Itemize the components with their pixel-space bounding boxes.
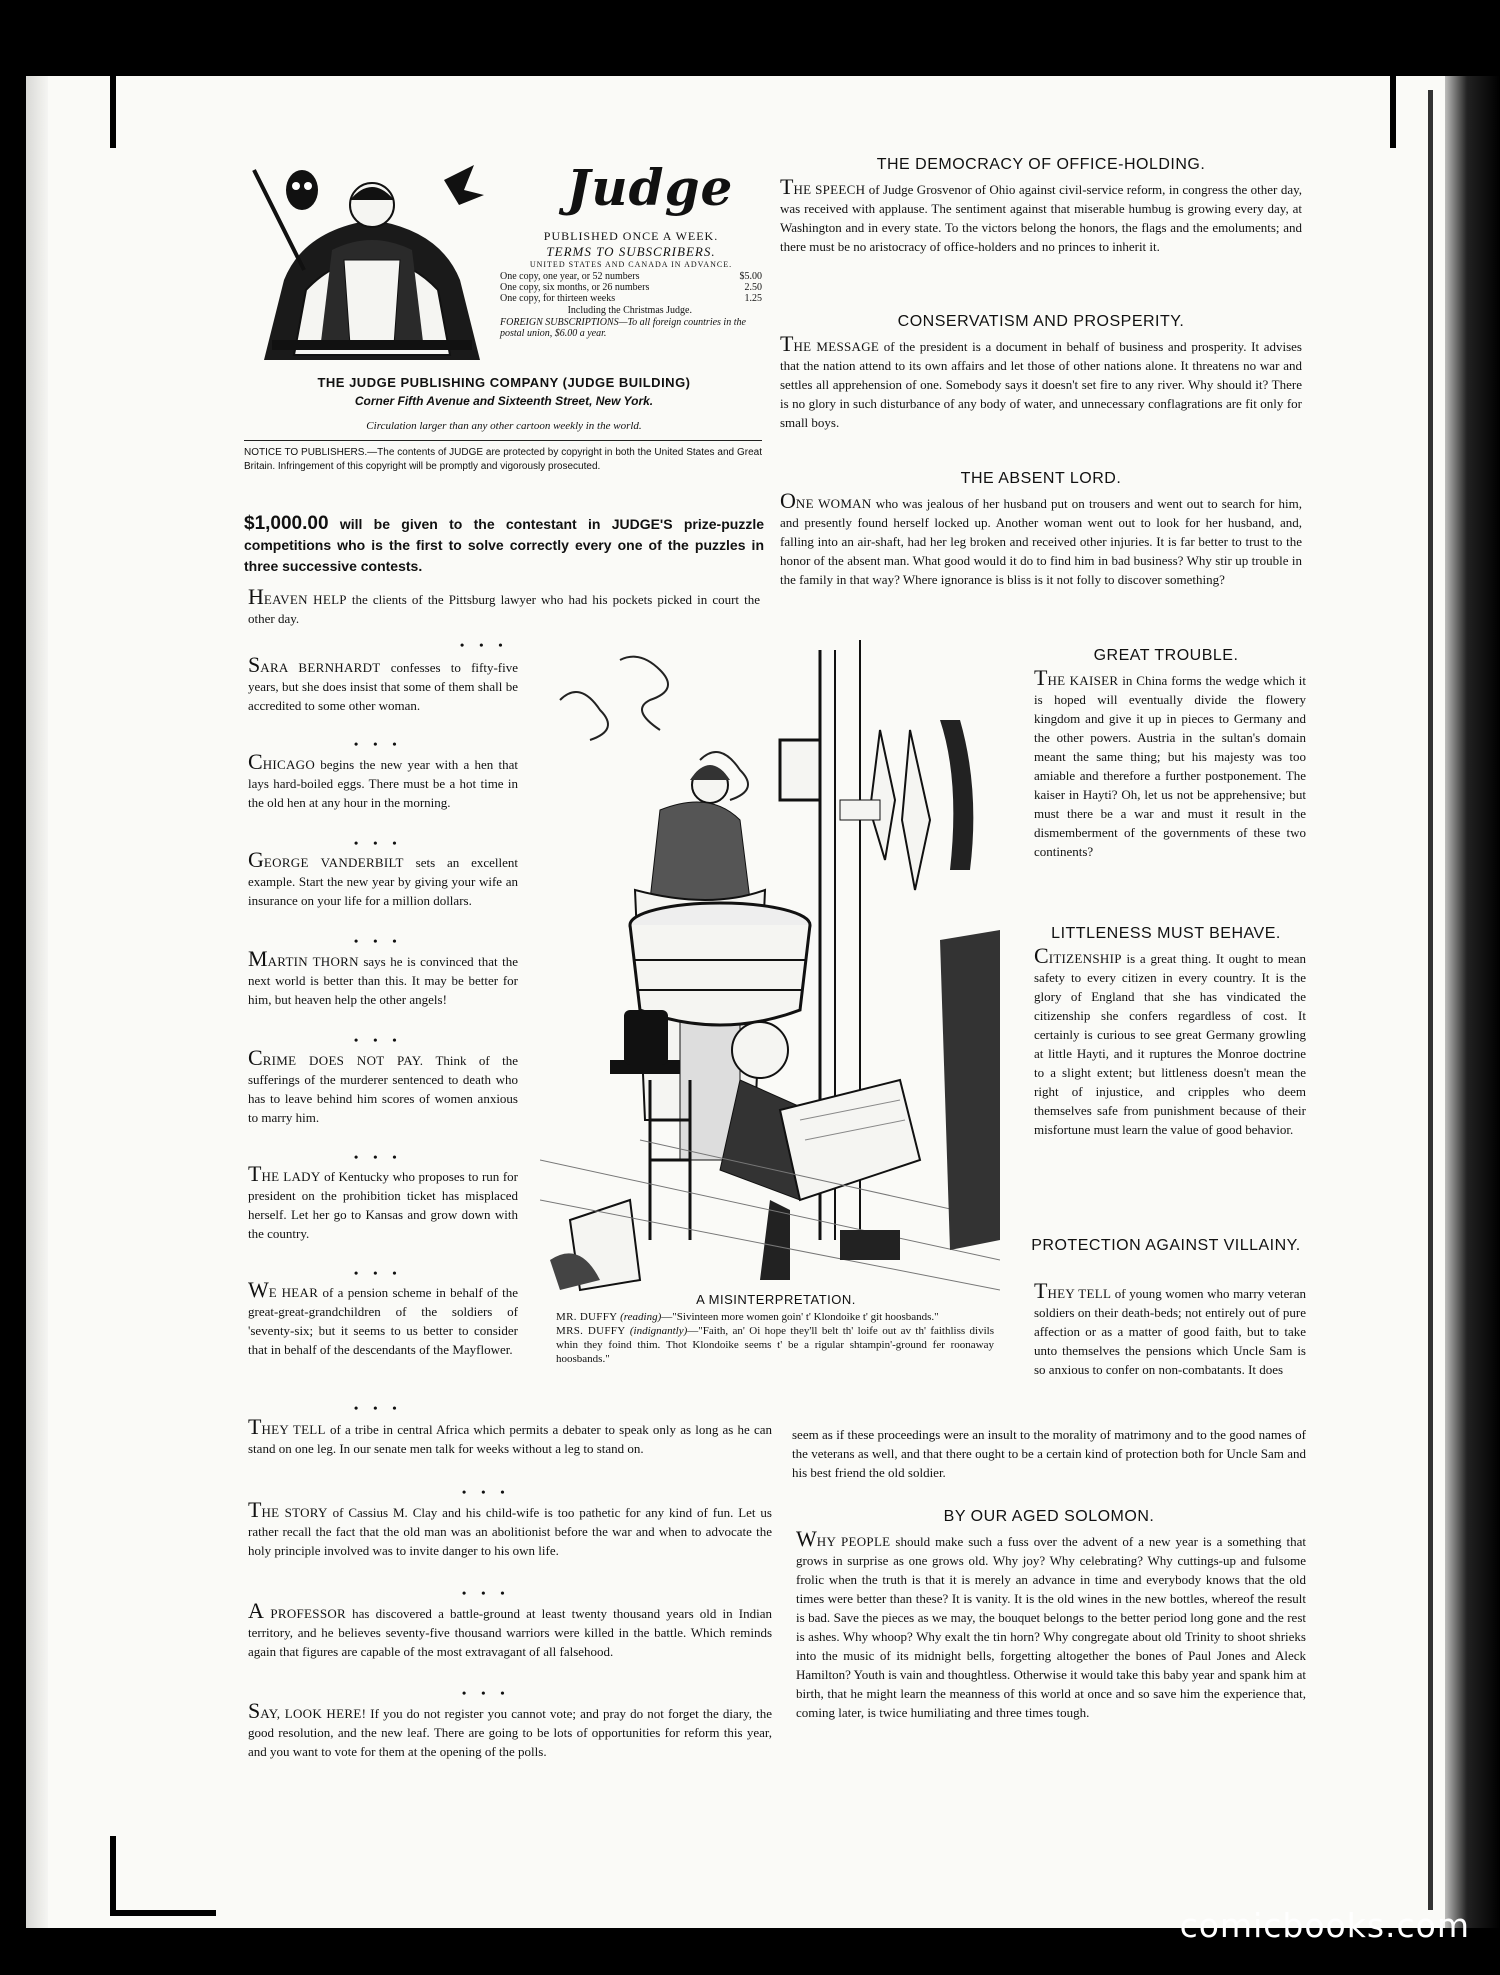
publisher-name: THE JUDGE PUBLISHING COMPANY (JUDGE BUILDING) [317, 375, 691, 390]
lead-in: HE KAISER [1047, 673, 1119, 688]
header-rule [244, 440, 762, 441]
crop-mark-top-right [1290, 68, 1390, 74]
lead-in: NE WOMAN [795, 496, 872, 511]
publisher-address: Corner Fifth Avenue and Sixteenth Street, New York. [354, 394, 654, 408]
lead-in: ARA BERNHARDT [260, 660, 381, 675]
paragraph-lady-of-kentucky [248, 1161, 518, 1243]
lead-in: E HEAR [268, 1285, 319, 1300]
crop-mark-top-left-vertical [110, 68, 116, 148]
crop-mark-bottom-left-vertical [110, 1836, 116, 1916]
drop-cap: S [248, 652, 261, 677]
speaker: MR. DUFFY [556, 1311, 618, 1323]
lead-in: HE LADY [261, 1169, 321, 1184]
lead-in: RIME DOES NOT PAY. [262, 1053, 424, 1068]
article-body: who was jealous of her husband put on trousers and went out to search for him, and presently found herself locked up. Another woman went out to look for her husband, and, falling into an air-shaft, had her leg broken and received other injuries. It is far better to trust to the honor of the absent man. What good would it do to find him in bad business? Why stir up trouble in the family in that way? Where ignorance is bliss is it not folly to discover something? [780, 496, 1302, 587]
crop-mark-top-left [116, 68, 216, 74]
drop-cap: C [248, 1045, 263, 1070]
drop-cap: T [780, 331, 794, 356]
publisher-block [244, 375, 764, 408]
paragraph-body: of a tribe in central Africa which permits a debater to speak only as long as he can stand on one leg. In our senate men talk for weeks without a leg to stand on. [248, 1422, 772, 1456]
price-row [500, 293, 762, 304]
article-body: of young women who marry veteran soldiers on their death-beds; not entirely out of pure affection or as a matter of good faith, but to take unto themselves the pensions which Uncle Sam is so anxious to confer on non-combatants. It does [1034, 1286, 1306, 1377]
article-body: of the president is a document in behalf of business and prosperity. It advises that the nation attend to its own affairs and let those of other nations alone. It threatens no war and settles all apprehension of one. Somebody says it doesn't set fire to any river. Why should it? There is no glory in such disturbance of any body of water, and unnecessary conflagrations are fit only for small boys. [780, 339, 1302, 430]
paragraph-body: If you do not register you cannot vote; and pray do not forget the diary, the good resolution, and the new leaf. There are going to be lots of opportunities for reform this year, and you want to vote for them at the opening of the polls. [248, 1706, 772, 1759]
drop-cap: T [1034, 665, 1048, 690]
cartoon-illustration [540, 640, 1000, 1300]
paragraph-body: has discovered a battle-ground at least twenty thousand years old in Indian territory, and he believes seventy-five thousand warriors were killed in the battle. Which reminds again that figures are capable of the most extravagant of all falsehood. [248, 1606, 772, 1659]
foreign-subscriptions: FOREIGN SUBSCRIPTIONS—To all foreign countries in the postal union, $6.00 a year. [500, 317, 746, 339]
dialogue: —"Sivinteen more women goin' t' Klondoike t' git hoosbands." [661, 1311, 939, 1323]
paragraph-pension-scheme [248, 1277, 518, 1359]
drop-cap: T [248, 1161, 262, 1186]
lead-in: AY, LOOK HERE! [260, 1706, 367, 1721]
watermark: comicbooks.com [1179, 1906, 1470, 1945]
lead-in: HE MESSAGE [793, 339, 880, 354]
masthead-title: Judge [566, 158, 734, 217]
terms-line: TERMS TO SUBSCRIBERS. [546, 244, 716, 259]
drop-cap: T [1034, 1278, 1048, 1303]
circulation-line: Circulation larger than any other cartoon weekly in the world. [366, 420, 642, 432]
drop-cap: T [780, 174, 794, 199]
prize-amount: $1,000.00 [244, 513, 329, 534]
paragraph-tribe-central-africa [248, 1414, 772, 1458]
paragraph-cassius-clay [248, 1497, 772, 1560]
separator-dots: • • • [460, 638, 509, 652]
headline-protection-against-villainy: PROTECTION AGAINST VILLAINY. [1031, 1237, 1301, 1254]
price-label: One copy, one year, or 52 numbers [500, 271, 640, 282]
paragraph-body: of Kentucky who proposes to run for president on the prohibition ticket has misplaced herself. Let her go to Kansas and grow down with the country. [248, 1169, 518, 1241]
separator-dots: • • • [462, 1686, 511, 1700]
crop-mark-bottom-left [116, 1910, 216, 1916]
separator-dots: • • • [462, 1485, 511, 1499]
price-value: 2.50 [744, 282, 762, 293]
separator-dots: • • • [354, 934, 403, 948]
separator-dots: • • • [354, 1033, 403, 1047]
lead-in: HE STORY [261, 1505, 328, 1520]
drop-cap: C [248, 749, 263, 774]
spine-shadow [1445, 76, 1500, 1928]
lead-in: EAVEN HELP [263, 592, 347, 607]
dialogue: —"Faith, an' Oi hope they'll belt th' loife out av th' faithliss divils whin they foind thim. Thot Klondoike seems t' be a rigular shtampin'-ground fer roonaway hoosbands." [556, 1325, 994, 1365]
paragraph-sara-bernhardt [248, 652, 518, 715]
article-protection-continued: seem as if these proceedings were an insult to the morality of matrimony and to the good names of the veterans as well, and that there ought to be a certain kind of protection both for Uncle Sam and his best friend the old soldier. [792, 1427, 1306, 1480]
lead-in: HE SPEECH [793, 182, 866, 197]
headline-littleness-must-behave: LITTLENESS MUST BEHAVE. [1051, 925, 1281, 942]
article-conservatism-prosperity [780, 331, 1302, 432]
article-body: should make such a fuss over the advent of a new year is a something that grows in surprise as one grows old. Why joy? Why celebrating? Why cuttings-up and fulsome frolic when the truth is that it is merely an advance in time and everybody knows that the old times were better than these? It is vanity. It is the old wines in the new bottles, whereof the result is bad. Save the pieces as we may, the bouquet belongs to the better period long gone and the rest is ashes. Why whoop? Why exalt the tin horn? Why congregate about old Trinity to shoot shrieks into the music of its midnight bells, forgetting altogether the bones of Paul Jones and Aleck Hamilton? Youth is vain and thoughtless. Otherwise it would take this baby year and spank him at birth, that he might learn the meanness of this world at once and so save him the experience that, coming later, is twice humiliating and three times tough. [796, 1534, 1306, 1720]
article-body: of Judge Grosvenor of Ohio against civil-service reform, in congress the other day, was received with applause. The sentiment against that miserable humbug is growing every day, at Washington and in every state. To the victors belong the honors, the flags and the emoluments; and there must be no aristocracy of office-holders and no princes to inherit it. [780, 182, 1302, 254]
paragraph-body: sets an excellent example. Start the new year by giving your wife an insurance on your life for a million dollars. [248, 855, 519, 908]
paragraph-crime-does-not-pay [248, 1045, 518, 1127]
headline-great-trouble: GREAT TROUBLE. [1093, 647, 1239, 664]
price-label: One copy, six months, or 26 numbers [500, 282, 650, 293]
article-absent-lord [780, 488, 1302, 589]
paragraph-pittsburg-lawyer [248, 584, 760, 628]
drop-cap: T [248, 1414, 262, 1439]
drop-cap: S [248, 1698, 261, 1723]
crop-mark-top-right-vertical [1390, 68, 1396, 148]
notice-to-publishers: NOTICE TO PUBLISHERS.—The contents of JUDGE are protected by copyright in both the United States and Great Britain. Infringement of this copyright will be promptly and vigorously prosecuted. [244, 447, 762, 472]
drop-cap: A [248, 1598, 264, 1623]
lead-in: HICAGO [262, 757, 316, 772]
article-by-our-aged-solomon [796, 1526, 1306, 1722]
lead-in: EORGE VANDERBILT [263, 855, 404, 870]
judge-emblem-illustration [244, 160, 500, 370]
paragraph-body: begins the new year with a hen that lays hard-boiled eggs. There must be a hot time in the old hen at any hour in the morning. [248, 757, 518, 810]
price-label: One copy, for thirteen weeks [500, 293, 616, 304]
drop-cap: W [248, 1277, 269, 1302]
article-littleness-must-behave [1034, 943, 1306, 1139]
paragraph-martin-thorn [248, 946, 518, 1009]
drop-cap: O [780, 488, 796, 513]
prize-announcement [244, 513, 764, 577]
price-row [500, 271, 762, 282]
lead-in: HY PEOPLE [816, 1534, 891, 1549]
drop-cap: T [248, 1497, 262, 1522]
headline-absent-lord: THE ABSENT LORD. [960, 470, 1122, 487]
us-canada-line: UNITED STATES AND CANADA IN ADVANCE. [529, 260, 733, 269]
paragraph-body: the clients of the Pittsburg lawyer who had his pockets picked in court the other day. [248, 592, 760, 626]
christmas-line: Including the Christmas Judge. [567, 305, 692, 316]
lead-in: PROFESSOR [263, 1606, 347, 1621]
price-row [500, 282, 762, 293]
lead-in: HEY TELL [1047, 1286, 1112, 1301]
lead-in: HEY TELL [261, 1422, 326, 1437]
separator-dots: • • • [354, 737, 403, 751]
article-great-trouble [1034, 665, 1306, 861]
paragraph-body: confesses to fifty-five years, but she does insist that some of them shall be accredited to some other woman. [248, 660, 518, 713]
caption-line-mrs-duffy [556, 1324, 994, 1366]
paragraph-chicago [248, 749, 518, 812]
manner: (indignantly) [629, 1325, 688, 1337]
separator-dots: • • • [462, 1586, 511, 1600]
paragraph-body: Think of the sufferings of the murderer sentenced to death who has to leave behind him scores of women anxious to marry him. [248, 1053, 518, 1125]
article-protection-against-villainy [1034, 1278, 1306, 1379]
paragraph-body: of Cassius M. Clay and his child-wife is too pathetic for any kind of fun. Let us rather recall the fact that the old man was an abolitionist before the war and when to advocate the holy principle involved was to invite danger to his own life. [248, 1505, 772, 1558]
price-value: $5.00 [739, 271, 762, 282]
published-line: PUBLISHED ONCE A WEEK. [543, 229, 719, 243]
drop-cap: C [1034, 943, 1049, 968]
speaker: MRS. DUFFY [556, 1325, 626, 1337]
article-body: is a great thing. It ought to mean safety to every citizen in every country. It is the glory of England that she has vindicated the citizenship she confers regardless of cost. It certainly is curious to see great Germany growling at little Hayti, and it ruptures the Monroe doctrine to a slight extent; but littleness doesn't mean the right of injustice, and cripples who deem themselves safe from punishment because of their misfortune must learn the value of good behavior. [1034, 951, 1306, 1137]
lead-in: ARTIN THORN [267, 954, 359, 969]
paragraph-body: says he is convinced that the next world is better than this. It may be better for him, but heaven help the other angels! [248, 954, 518, 1007]
lead-in: ITIZENSHIP [1048, 951, 1122, 966]
drop-cap: H [248, 584, 264, 609]
paragraph-say-look-here [248, 1698, 772, 1761]
price-value: 1.25 [744, 293, 762, 304]
drop-cap: M [248, 946, 268, 971]
cartoon-title: A MISINTERPRETATION. [696, 1292, 856, 1307]
drop-cap: W [796, 1526, 817, 1551]
article-democracy-office-holding [780, 174, 1302, 256]
cartoon-caption [556, 1310, 994, 1366]
page-edge-bar [1428, 90, 1433, 1910]
paragraph-professor-battleground [248, 1598, 772, 1661]
headline-conservatism-prosperity: CONSERVATISM AND PROSPERITY. [897, 313, 1185, 330]
caption-line-mr-duffy [556, 1310, 994, 1324]
manner: (reading) [620, 1311, 662, 1323]
drop-cap: G [248, 847, 264, 872]
headline-democracy-office-holding: THE DEMOCRACY OF OFFICE-HOLDING. [876, 156, 1206, 173]
paragraph-body: of a pension scheme in behalf of the great-great-grandchildren of the soldiers of 'seventy-six; but it seems to us better to consider that in behalf of the descendants of the Mayflower. [248, 1285, 518, 1357]
page-left-edge [26, 76, 48, 1928]
separator-dots: • • • [354, 1401, 403, 1415]
prize-text: will be given to the contestant in JUDGE'S prize-puzzle competitions who is the first to solve correctly every one of the puzzles in three successive contests. [244, 516, 764, 574]
separator-dots: • • • [354, 836, 403, 850]
headline-by-our-aged-solomon: BY OUR AGED SOLOMON. [943, 1508, 1155, 1525]
paragraph-george-vanderbilt [248, 847, 519, 910]
subscription-info [500, 230, 762, 339]
article-body: in China forms the wedge which it is hoped will eventually divide the flowery kingdom and give it up in pieces to Germany and the other powers. Austria in the sultan's domain meant the same thing; but his majesty was too amiable and therefore a further postponement. The kaiser in Hayti? Oh, let us not be apprehensive; but must there be a war and must it result in the dismemberment of the governments of these two continents? [1034, 673, 1306, 859]
separator-dots: • • • [354, 1266, 403, 1280]
separator-dots: • • • [354, 1150, 403, 1164]
